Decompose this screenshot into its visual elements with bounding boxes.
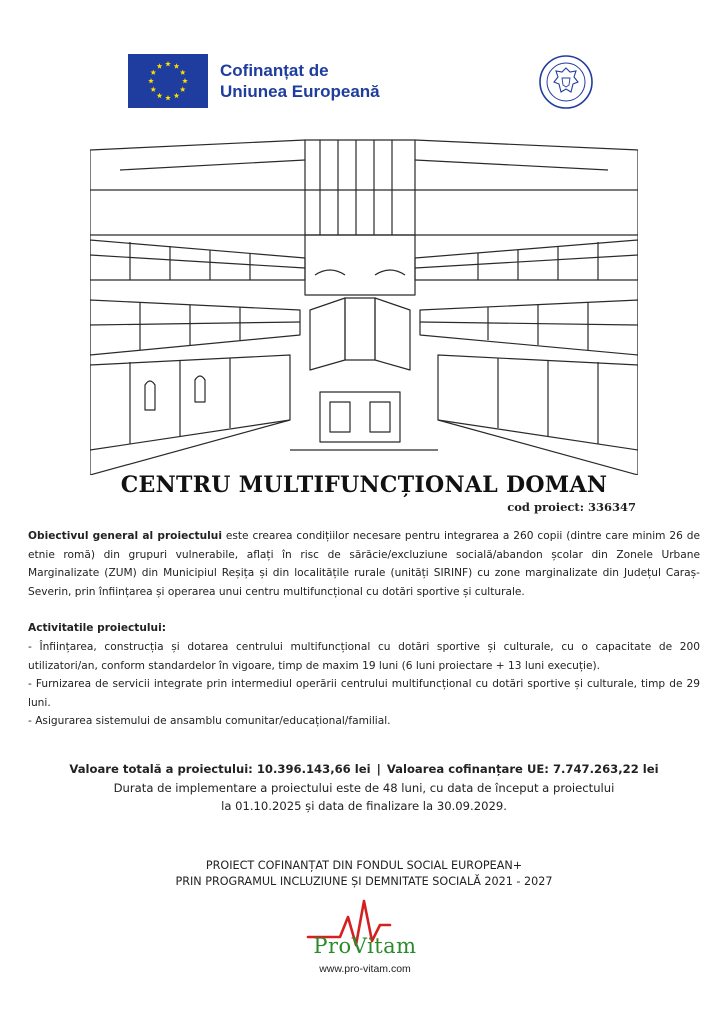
- eu-star-icon: [174, 93, 180, 98]
- objective-paragraph: [28, 527, 700, 601]
- eu-star-icon: [150, 87, 156, 92]
- eu-cofinancing-value: Valoarea cofinanțare UE: 7.747.263,22 lei: [386, 762, 659, 776]
- objective-text: este crearea condițiilor necesare pentru integrarea a 260 copii (dintre care minim 26 de etnie romă) din grupuri vulnerabile, aflați în risc de sărăcie/excluziune socială/abandon școlar din Zonele Urbane Marginalizate (ZUM) din Municipiul Reșița și din localitățile rurale (unități SIRINF) cu zone marginalizate din Județul Caraș-Severin, prin înființarea și operarea unui centru multifuncțional cu dotări sportive și culturale.: [28, 530, 700, 598]
- activity-item: - Furnizarea de servicii integrate prin intermediul operării centrului multifuncțional cu dotări sportive și culturale, timp de 29 luni.: [28, 678, 700, 709]
- eu-star-icon: [157, 63, 163, 68]
- eu-cofinancing-logo: [128, 54, 380, 108]
- eu-star-icon: [148, 78, 154, 83]
- romanian-government-seal-icon: [538, 54, 594, 110]
- eu-star-icon: [157, 93, 163, 98]
- duration-line-1: Durata de implementare a proiectului este de 48 luni, cu data de început a proiectului: [113, 780, 615, 795]
- activities-heading: Activitatile proiectului:: [28, 622, 166, 635]
- eu-star-icon: [180, 87, 186, 92]
- objective-label: Obiectivul general al proiectului: [28, 530, 222, 542]
- fund-statement: [0, 858, 728, 890]
- eu-star-icon: [150, 70, 156, 75]
- eu-line-1: Cofinanțat de: [220, 61, 329, 80]
- values-separator: |: [376, 762, 381, 776]
- eu-star-icon: [180, 70, 186, 75]
- activity-item: - Înființarea, construcția și dotarea centrului multifuncțional cu dotări sportive și culturale, cu o capacitate de 200 utilizatori/an, conform standardelor în vigoare, timp de maxim 19 luni (6 luni proiectare + 13 luni execuție).: [28, 640, 700, 672]
- fund-line-2: PRIN PROGRAMUL INCLUZIUNE ȘI DEMNITATE SOCIALĂ 2021 - 2027: [175, 875, 553, 888]
- eu-star-icon: [165, 61, 171, 66]
- fund-line-1: PROIECT COFINANȚAT DIN FONDUL SOCIAL EUROPEAN+: [205, 859, 523, 872]
- project-code: cod proiect: 336347: [507, 500, 636, 514]
- eu-flag-icon: [128, 54, 208, 108]
- eu-star-icon: [165, 95, 171, 100]
- eu-cofinancing-text: [220, 60, 380, 102]
- atrium-interior-illustration: [90, 130, 638, 475]
- total-value: Valoare totală a proiectului: 10.396.143,66 lei: [69, 762, 371, 776]
- activity-item: - Asigurarea sistemului de ansamblu comunitar/educațional/familial.: [28, 715, 391, 728]
- project-values: [0, 760, 728, 816]
- eu-star-icon: [174, 63, 180, 68]
- header: [0, 0, 728, 120]
- values-row: [0, 760, 728, 779]
- provitam-logo-text: ProVitam: [313, 934, 417, 958]
- provitam-url: www.pro-vitam.com: [319, 963, 411, 975]
- project-description: [28, 527, 700, 731]
- page-title: CENTRU MULTIFUNCȚIONAL DOMAN: [120, 472, 608, 498]
- eu-line-2: Uniunea Europeană: [220, 82, 380, 101]
- duration-line-2: la 01.10.2025 și data de finalizare la 30.09.2029.: [221, 799, 507, 814]
- eu-star-icon: [182, 78, 188, 83]
